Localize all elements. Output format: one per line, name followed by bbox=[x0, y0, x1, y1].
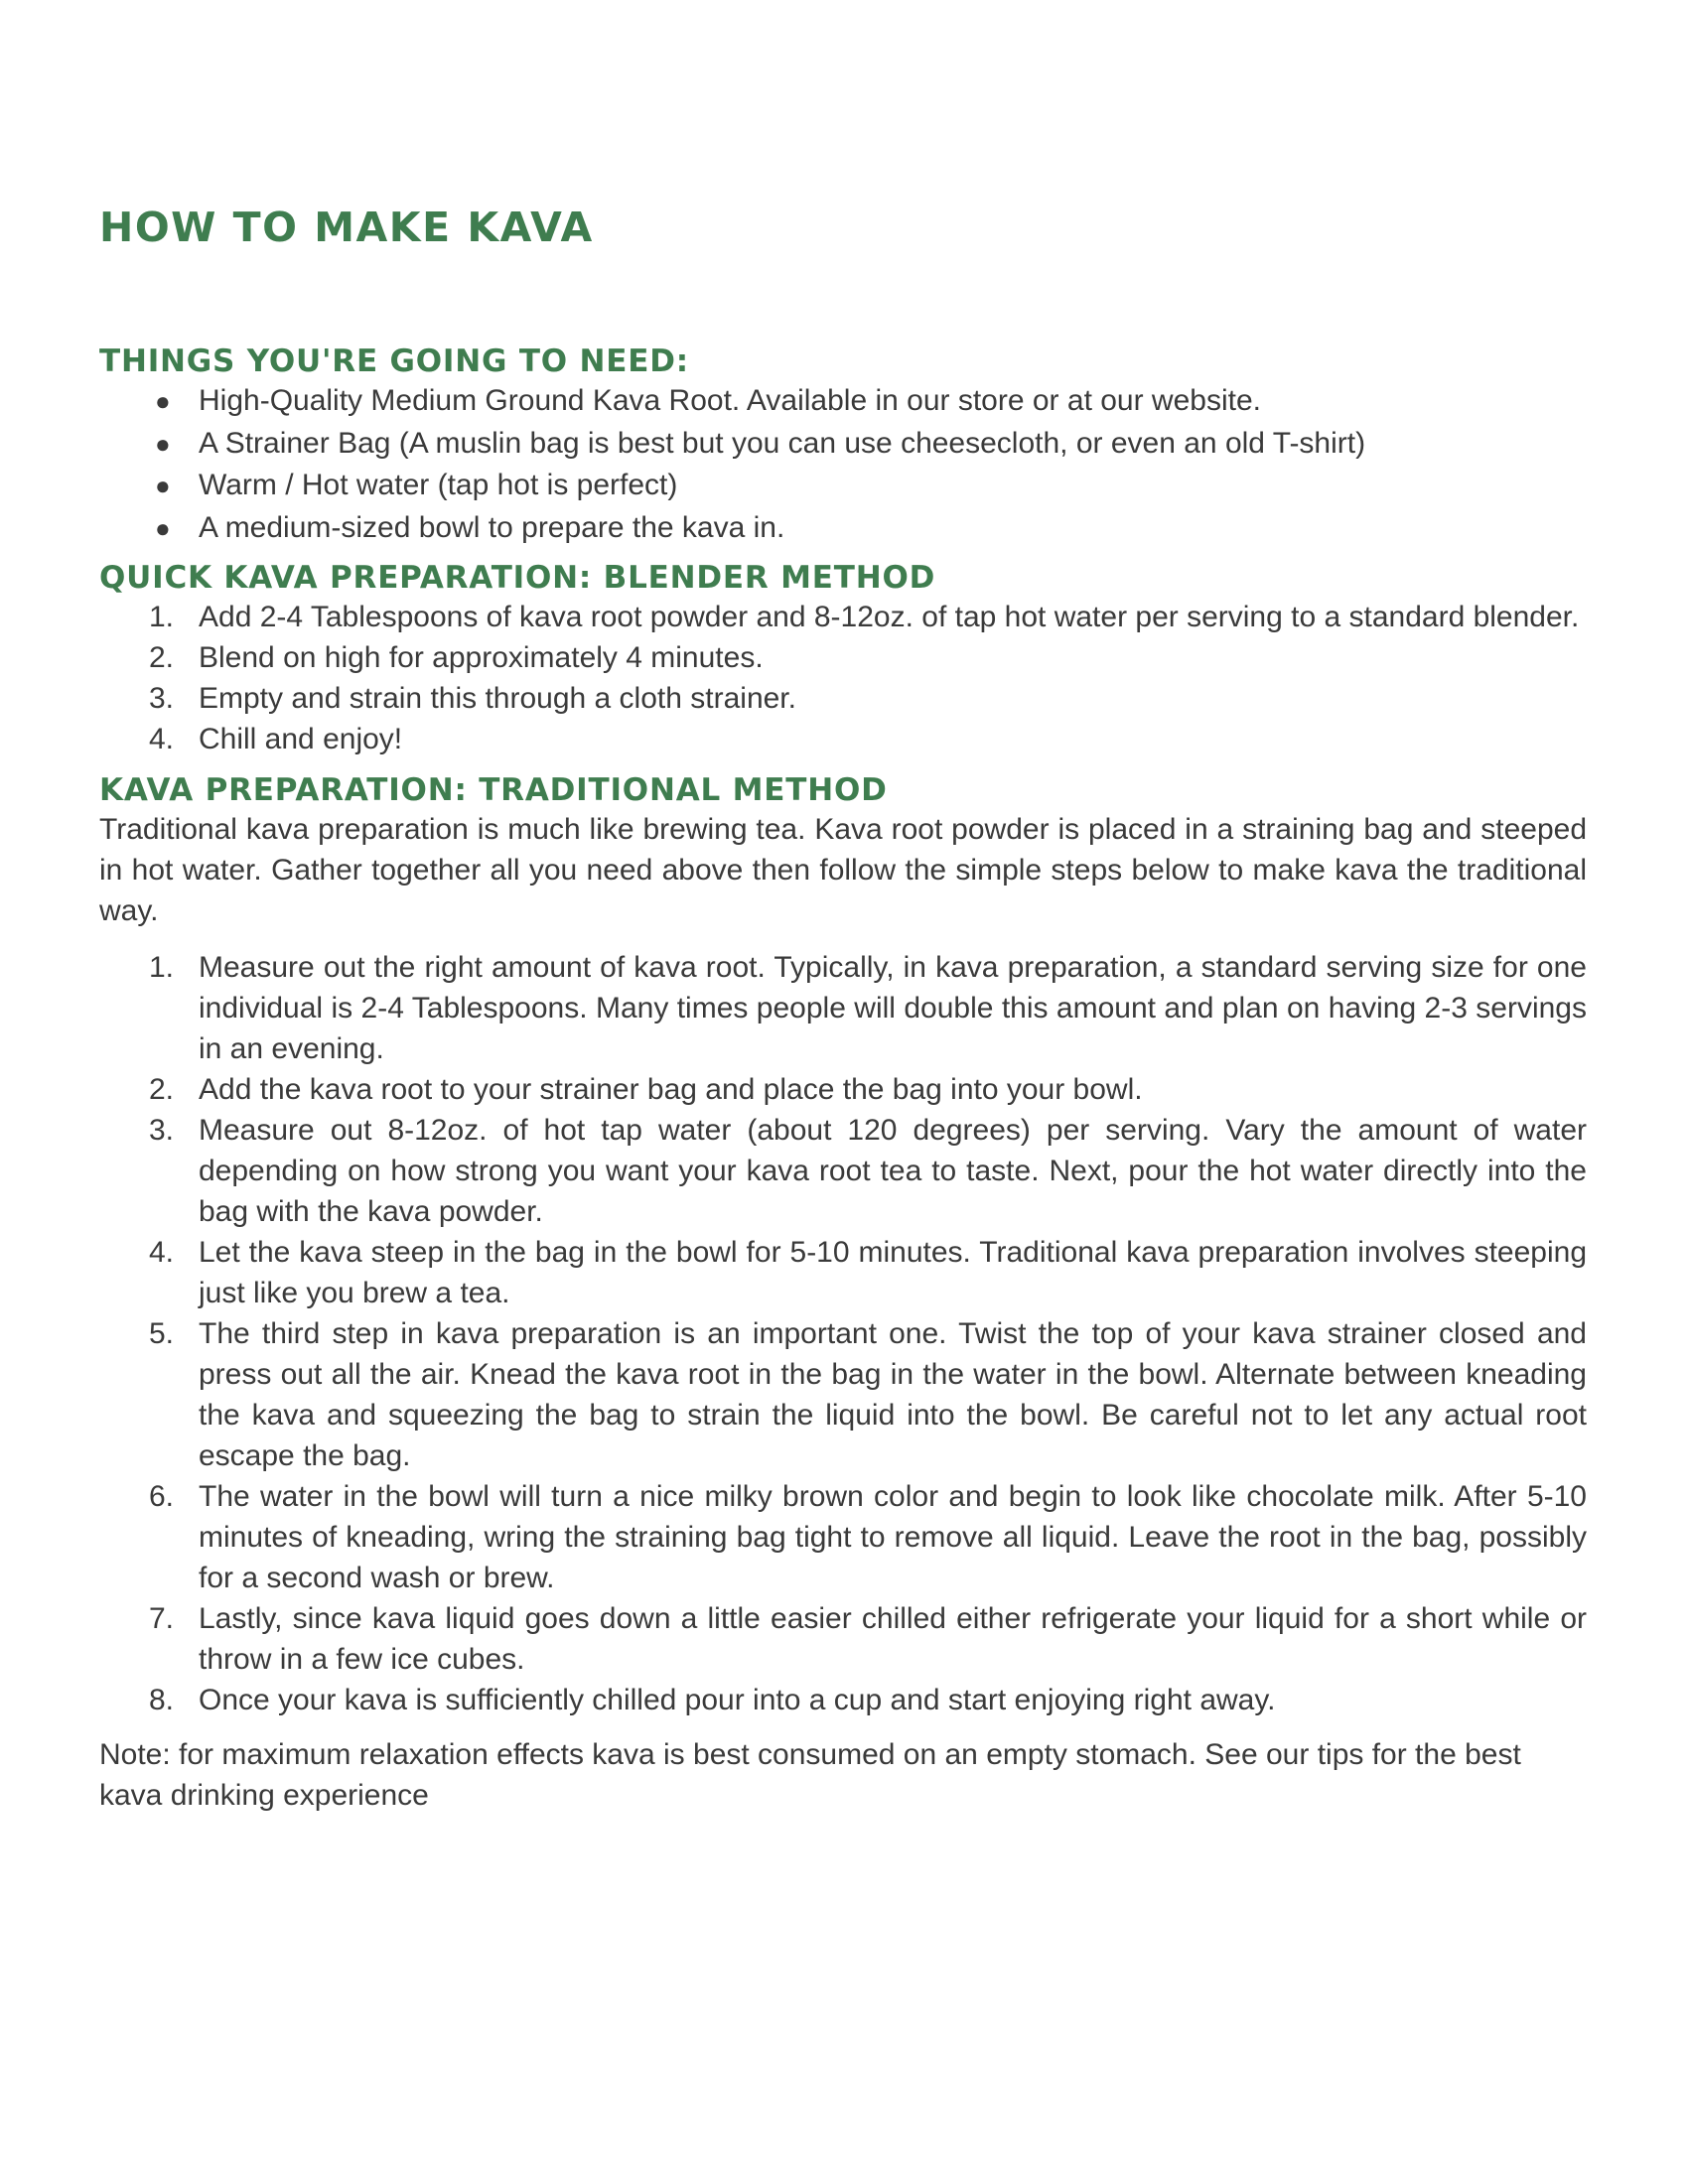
step-text: Measure out the right amount of kava root. Typically, in kava preparation, a standard serving size for one individual is 2-4 Tablespoons. Many times people will double this amount and plan on having 2-3 servings in an evening. bbox=[199, 951, 1587, 1065]
step-number: 8. bbox=[149, 1684, 175, 1716]
step-text: The water in the bowl will turn a nice milky brown color and begin to look like chocolate milk. After 5-10 minutes of kneading, wring the straining bag tight to remove all liquid. Leave the root in the bag, possibly for a second wash or brew. bbox=[199, 1480, 1587, 1594]
step-item bbox=[99, 1476, 1587, 1598]
step-number: 4. bbox=[149, 1236, 175, 1269]
step-text: Blend on high for approximately 4 minutes. bbox=[199, 641, 764, 674]
section-heading-needs: THINGS YOU'RE GOING TO NEED: bbox=[99, 343, 689, 379]
step-item bbox=[99, 1680, 1587, 1720]
list-item: ● A Strainer Bag (A muslin bag is best but you can use cheesecloth, or even an old T-shirt) bbox=[99, 423, 1587, 466]
page-title: HOW TO MAKE KAVA bbox=[99, 204, 594, 251]
step-text: The third step in kava preparation is an important one. Twist the top of your kava strainer closed and press out all the air. Knead the kava root in the bag in the water in the bowl. Alternate between kneading the kava and squeezing the bag to strain the liquid into the bowl. Be careful not to let any actual root escape the bag. bbox=[199, 1317, 1587, 1472]
step-number: 3. bbox=[149, 682, 175, 715]
step-number: 2. bbox=[149, 641, 175, 674]
list-item: ● Warm / Hot water (tap hot is perfect) bbox=[99, 465, 1587, 507]
step-number: 1. bbox=[149, 951, 175, 984]
step-number: 6. bbox=[149, 1480, 175, 1513]
step-text: Empty and strain this through a cloth strainer. bbox=[199, 682, 796, 715]
step-text: Chill and enjoy! bbox=[199, 723, 403, 755]
step-item bbox=[99, 1232, 1587, 1313]
document-page bbox=[99, 204, 1587, 1816]
section-heading-blender: QUICK KAVA PREPARATION: BLENDER METHOD bbox=[99, 560, 936, 596]
step-item bbox=[99, 678, 1587, 719]
step-text: Measure out 8-12oz. of hot tap water (about 120 degrees) per serving. Vary the amount of water depending on how strong you want your kava root tea to taste. Next, pour the hot water directly into the bag with the kava powder. bbox=[199, 1114, 1587, 1228]
step-item bbox=[99, 597, 1587, 637]
step-item bbox=[99, 1069, 1587, 1110]
needs-list bbox=[99, 380, 1587, 549]
traditional-steps-list bbox=[99, 947, 1587, 1720]
list-item: ● High-Quality Medium Ground Kava Root. Available in our store or at our website. bbox=[99, 380, 1587, 423]
step-text: Lastly, since kava liquid goes down a little easier chilled either refrigerate your liquid for a short while or throw in a few ice cubes. bbox=[199, 1602, 1587, 1676]
bullet-icon: ● bbox=[155, 386, 171, 416]
step-number: 4. bbox=[149, 723, 175, 755]
step-number: 2. bbox=[149, 1073, 175, 1106]
step-text: Add 2-4 Tablespoons of kava root powder and 8-12oz. of tap hot water per serving to a standard blender. bbox=[199, 601, 1580, 633]
bullet-icon: ● bbox=[155, 471, 171, 500]
bullet-icon: ● bbox=[155, 428, 171, 459]
step-number: 7. bbox=[149, 1602, 175, 1635]
step-number: 1. bbox=[149, 601, 175, 633]
footer-note: Note: for maximum relaxation effects kava is best consumed on an empty stomach. See our tips for the best kava drinking experience bbox=[99, 1738, 1521, 1812]
step-text: Let the kava steep in the bag in the bowl for 5-10 minutes. Traditional kava preparation involves steeping just like you brew a tea. bbox=[199, 1236, 1587, 1309]
blender-steps-list bbox=[99, 597, 1587, 759]
step-number: 5. bbox=[149, 1317, 175, 1350]
step-item bbox=[99, 1313, 1587, 1476]
step-item bbox=[99, 637, 1587, 678]
step-number: 3. bbox=[149, 1114, 175, 1147]
step-text: Once your kava is sufficiently chilled pour into a cup and start enjoying right away. bbox=[199, 1684, 1276, 1716]
step-item bbox=[99, 1598, 1587, 1680]
traditional-intro: Traditional kava preparation is much like brewing tea. Kava root powder is placed in a straining bag and steeped in hot water. Gather together all you need above then follow the simple steps below to make kava the traditional way. bbox=[99, 813, 1587, 927]
bullet-icon: ● bbox=[155, 512, 171, 543]
step-item bbox=[99, 1110, 1587, 1232]
step-text: Add the kava root to your strainer bag and place the bag into your bowl. bbox=[199, 1073, 1143, 1106]
list-item: ● A medium-sized bowl to prepare the kava in. bbox=[99, 507, 1587, 550]
step-item bbox=[99, 719, 1587, 759]
section-heading-traditional: KAVA PREPARATION: TRADITIONAL METHOD bbox=[99, 772, 888, 808]
step-item bbox=[99, 947, 1587, 1069]
